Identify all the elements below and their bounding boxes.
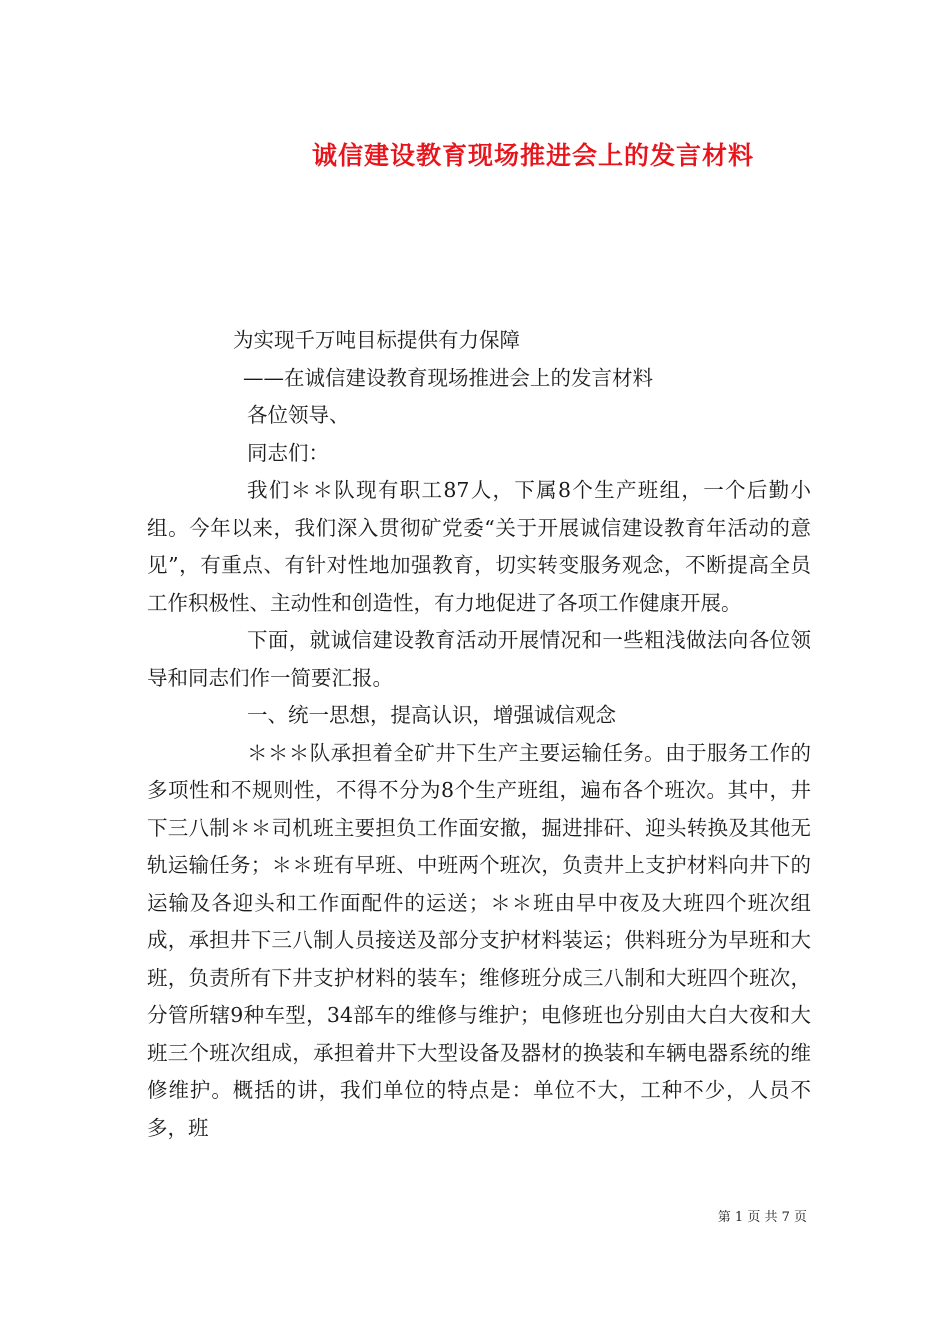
paragraph-intro: 我们＊＊队现有职工87人，下属8个生产班组，一个后勤小组。今年以来，我们深入贯彻矿党委“关于开展诚信建设教育年活动的意见”，有重点、有针对性地加强教育，切实转变服务观念，不断提高全员工作积极性、主动性和创造性，有力地促进了各项工作健康开展。 (147, 478, 811, 615)
document-title: 诚信建设教育现场推进会上的发言材料 (311, 141, 754, 170)
document-body (147, 322, 811, 1147)
page-number: 第 1 页 共 7 页 (717, 1210, 807, 1225)
section-heading: 一、统一思想，提高认识，增强诚信观念 (247, 703, 616, 727)
salutation-comrades: 同志们： (247, 440, 329, 465)
speech-heading: 为实现千万吨目标提供有力保障 (233, 328, 520, 352)
paragraph-report: 下面，就诚信建设教育活动开展情况和一些粗浅做法向各位领导和同志们作一简要汇报。 (147, 628, 811, 690)
salutation-leaders: 各位领导、 (247, 403, 350, 427)
paragraph-section-1: ＊＊＊队承担着全矿井下生产主要运输任务。由于服务工作的多项性和不规则性，不得不分为8个生产班组，遍布各个班次。其中，井下三八制＊＊司机班主要担负工作面安撤，掘进排矸、迎头转换及其他无轨运输任务；＊＊班有早班、中班两个班次，负责井上支护材料向井下的运输及各迎头和工作面配件的运送；＊＊班由早中夜及大班四个班次组成，承担井下三八制人员接送及部分支护材料装运；供料班分为早班和大班，负责所有下井支护材料的装车；维修班分成三八制和大班四个班次，分管所辖9种车型，34部车的维修与维护；电修班也分别由大白大夜和大班三个班次组成，承担着井下大型设备及器材的换装和车辆电器系统的维修维护。概括的讲，我们单位的特点是：单位不大，工种不少，人员不多，班 (147, 740, 811, 1140)
speech-subheading: ——在诚信建设教育现场推进会上的发言材料 (243, 365, 653, 390)
